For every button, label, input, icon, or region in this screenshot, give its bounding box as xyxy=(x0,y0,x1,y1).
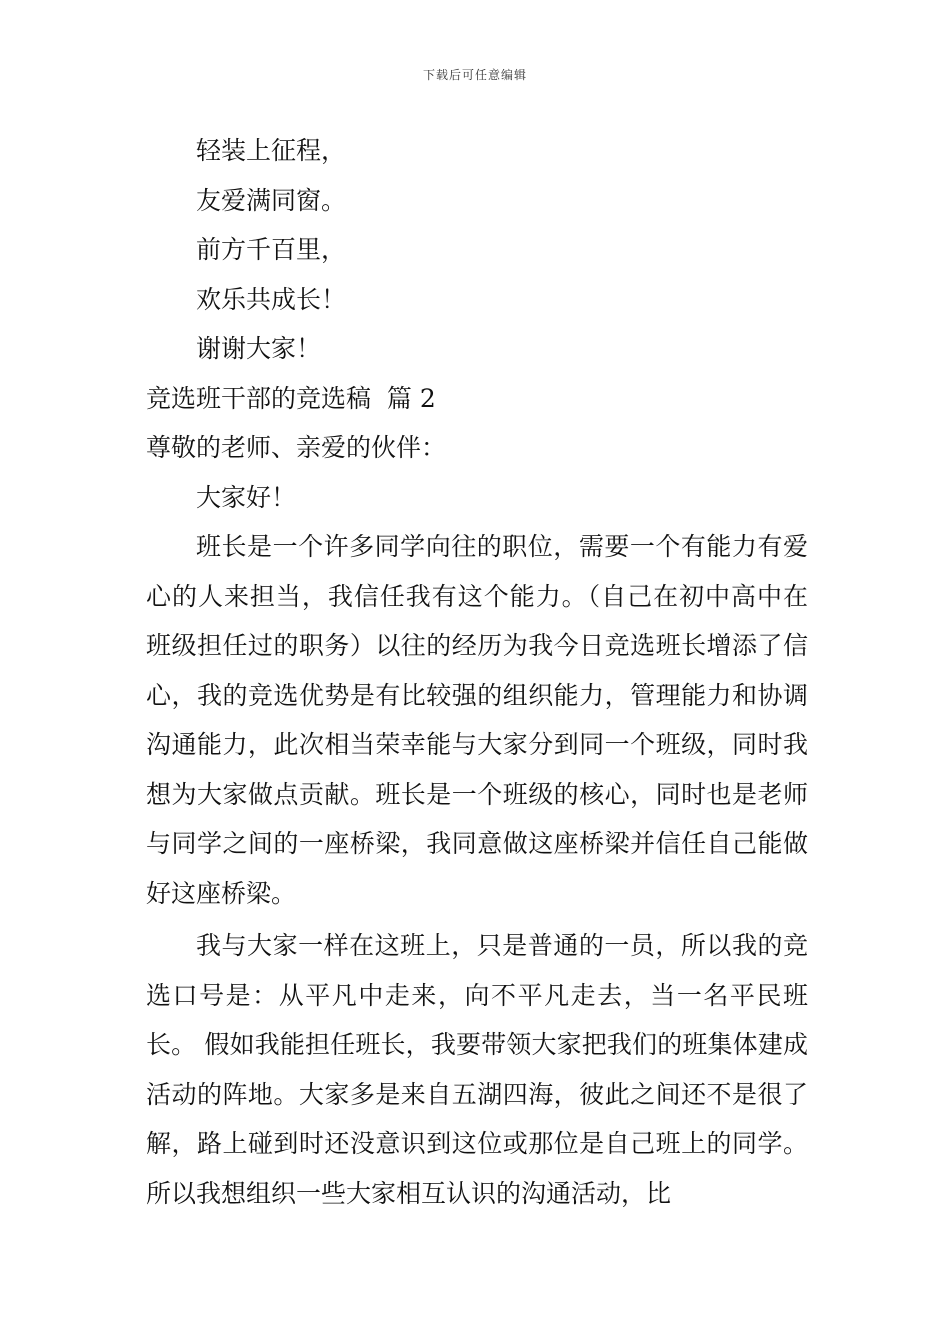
closing-thanks: 谢谢大家！ xyxy=(196,334,322,363)
page-header: 下载后可任意编辑 xyxy=(422,68,527,82)
body-paragraph: 我与大家一样在这班上，只是普通的一员，所以我的竞选口号是：从平凡中走来，向不平凡走去，当一名平民班长。 假如我能担任班长，我要带领大家把我们的班集体建成活动的阵地。大家多是来自五湖四海，彼此之间还不是很了解，路上碰到时还没意识到这位或那位是自己班上的同学。所以我想组织一些大家相互认识的沟通活动，比 xyxy=(146,931,808,1208)
poem-line: 轻装上征程， xyxy=(196,136,347,165)
section-title: 竞选班干部的竞选稿 篇 2 xyxy=(146,383,436,413)
poem-line: 前方千百里， xyxy=(196,235,347,264)
greeting: 大家好！ xyxy=(196,482,297,512)
document-body xyxy=(146,126,808,1218)
body-paragraph: 班长是一个许多同学向往的职位，需要一个有能力有爱心的人来担当，我信任我有这个能力。（自己在初中高中在班级担任过的职务）以往的经历为我今日竞选班长增添了信心，我的竞选优势是有比较强的组织能力，管理能力和协调沟通能力，此次相当荣幸能与大家分到同一个班级，同时我想为大家做点贡献。班长是一个班级的核心，同时也是老师与同学之间的一座桥梁，我同意做这座桥梁并信任自己能做好这座桥梁。 xyxy=(146,532,808,908)
salutation: 尊敬的老师、亲爱的伙伴： xyxy=(146,433,447,462)
poem-line: 欢乐共成长！ xyxy=(196,284,347,314)
poem-line: 友爱满同窗。 xyxy=(196,185,347,215)
